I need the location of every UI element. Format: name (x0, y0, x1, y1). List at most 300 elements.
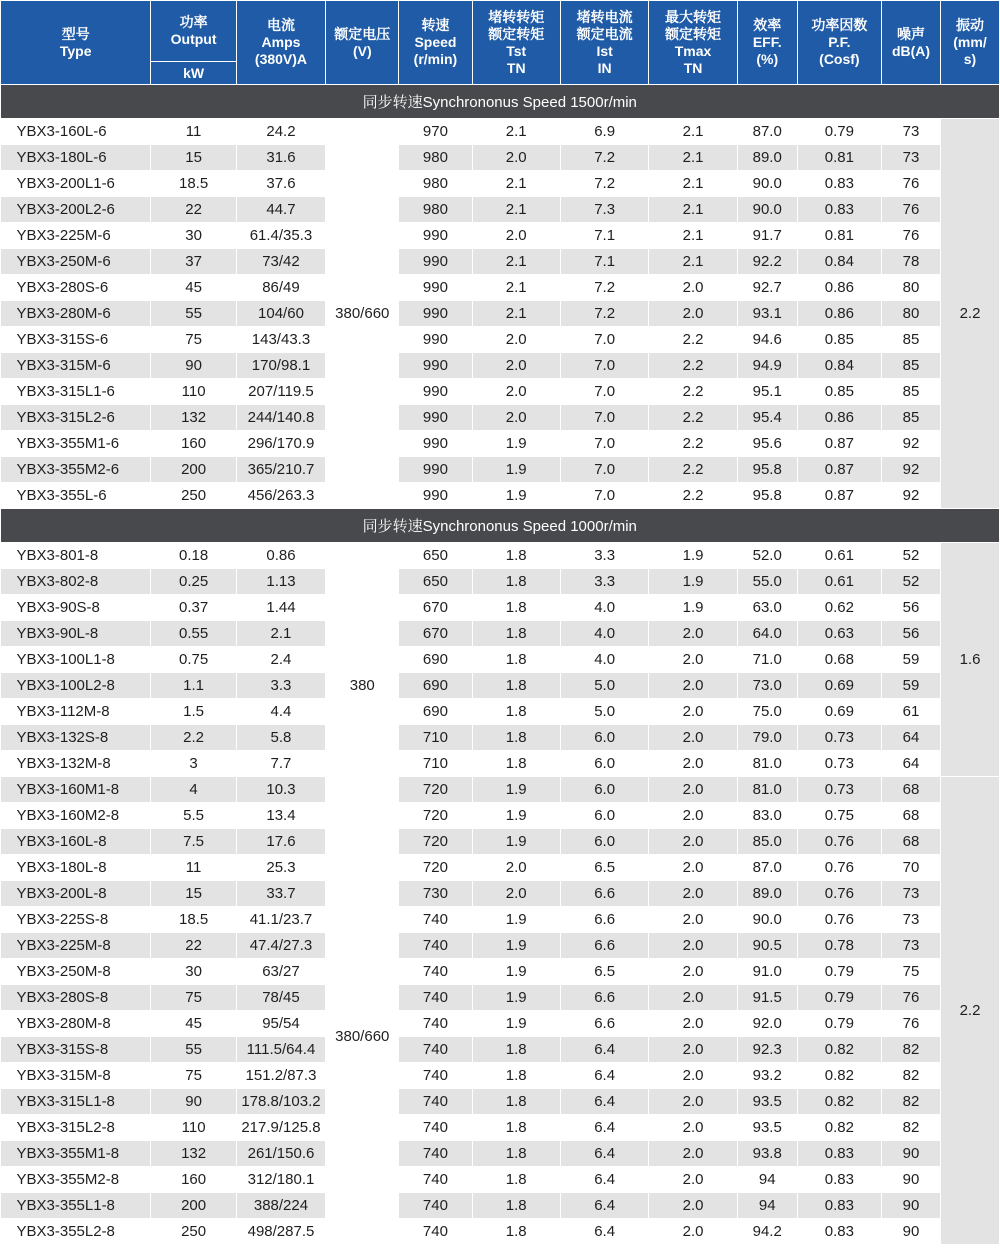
cell-eff: 73.0 (737, 673, 797, 699)
cell-tst: 2.1 (472, 119, 560, 145)
cell-eff: 95.4 (737, 405, 797, 431)
cell-ist: 6.4 (560, 1063, 648, 1089)
cell-vibration: 2.2 (940, 777, 999, 1245)
cell-ist: 7.0 (560, 327, 648, 353)
table-row (1, 1193, 1000, 1219)
cell-eff: 90.0 (737, 197, 797, 223)
cell-output: 160 (151, 1167, 236, 1193)
table-row (1, 1115, 1000, 1141)
cell-tst: 2.1 (472, 197, 560, 223)
cell-amps: 143/43.3 (236, 327, 325, 353)
table-row (1, 673, 1000, 699)
section-header-row (1, 85, 1000, 119)
cell-speed: 740 (399, 933, 472, 959)
cell-tst: 1.8 (472, 621, 560, 647)
cell-eff: 93.5 (737, 1115, 797, 1141)
cell-speed: 670 (399, 621, 472, 647)
table-row (1, 543, 1000, 569)
cell-noise: 80 (882, 301, 941, 327)
cell-tst: 2.1 (472, 275, 560, 301)
cell-pf: 0.81 (797, 145, 881, 171)
cell-tst: 1.8 (472, 647, 560, 673)
cell-noise: 64 (882, 751, 941, 777)
cell-ist: 6.6 (560, 1011, 648, 1037)
cell-type: YBX3-280M-8 (1, 1011, 151, 1037)
cell-tst: 1.8 (472, 1063, 560, 1089)
cell-tst: 1.9 (472, 907, 560, 933)
cell-noise: 52 (882, 543, 941, 569)
cell-tst: 2.1 (472, 249, 560, 275)
cell-type: YBX3-315M-8 (1, 1063, 151, 1089)
cell-noise: 76 (882, 171, 941, 197)
cell-tst: 1.8 (472, 725, 560, 751)
cell-type: YBX3-315L1-8 (1, 1089, 151, 1115)
table-body (1, 85, 1000, 1245)
cell-tmax: 2.0 (649, 881, 737, 907)
cell-eff: 81.0 (737, 751, 797, 777)
cell-tmax: 2.1 (649, 249, 737, 275)
cell-pf: 0.73 (797, 725, 881, 751)
cell-noise: 90 (882, 1167, 941, 1193)
cell-amps: 63/27 (236, 959, 325, 985)
cell-tst: 1.8 (472, 1089, 560, 1115)
cell-amps: 2.1 (236, 621, 325, 647)
cell-type: YBX3-802-8 (1, 569, 151, 595)
table-row (1, 1089, 1000, 1115)
cell-speed: 710 (399, 725, 472, 751)
cell-amps: 25.3 (236, 855, 325, 881)
cell-eff: 89.0 (737, 881, 797, 907)
cell-tst: 2.0 (472, 881, 560, 907)
cell-speed: 670 (399, 595, 472, 621)
cell-vibration: 1.6 (940, 543, 999, 777)
cell-type: YBX3-160L-8 (1, 829, 151, 855)
cell-amps: 0.86 (236, 543, 325, 569)
cell-pf: 0.61 (797, 543, 881, 569)
cell-pf: 0.61 (797, 569, 881, 595)
cell-eff: 94.9 (737, 353, 797, 379)
cell-pf: 0.84 (797, 249, 881, 275)
cell-tmax: 2.0 (649, 699, 737, 725)
cell-pf: 0.81 (797, 223, 881, 249)
cell-eff: 94.6 (737, 327, 797, 353)
header-type: 型号 Type (1, 1, 151, 85)
header-tmax: 最大转矩 额定转矩 Tmax TN (649, 1, 737, 85)
table-row (1, 1219, 1000, 1245)
cell-amps: 261/150.6 (236, 1141, 325, 1167)
cell-tst: 1.8 (472, 1219, 560, 1245)
cell-type: YBX3-225M-6 (1, 223, 151, 249)
cell-tmax: 2.2 (649, 431, 737, 457)
cell-tmax: 2.0 (649, 803, 737, 829)
cell-tmax: 2.0 (649, 1063, 737, 1089)
table-row (1, 1063, 1000, 1089)
cell-eff: 75.0 (737, 699, 797, 725)
cell-type: YBX3-200L1-6 (1, 171, 151, 197)
cell-type: YBX3-355M2-8 (1, 1167, 151, 1193)
cell-tmax: 2.0 (649, 1141, 737, 1167)
cell-pf: 0.87 (797, 457, 881, 483)
cell-tmax: 2.0 (649, 301, 737, 327)
cell-ist: 6.4 (560, 1037, 648, 1063)
table-row (1, 725, 1000, 751)
table-row (1, 699, 1000, 725)
table-row (1, 223, 1000, 249)
cell-eff: 63.0 (737, 595, 797, 621)
cell-noise: 92 (882, 431, 941, 457)
cell-tst: 2.1 (472, 171, 560, 197)
cell-noise: 56 (882, 621, 941, 647)
cell-noise: 73 (882, 907, 941, 933)
table-row (1, 803, 1000, 829)
header-pf: 功率因数 P.F. (Cosf) (797, 1, 881, 85)
header-voltage: 额定电压 (V) (326, 1, 399, 85)
cell-tst: 1.9 (472, 829, 560, 855)
cell-type: YBX3-112M-8 (1, 699, 151, 725)
cell-speed: 740 (399, 959, 472, 985)
cell-speed: 720 (399, 803, 472, 829)
cell-eff: 95.8 (737, 457, 797, 483)
cell-tmax: 2.0 (649, 959, 737, 985)
cell-tmax: 2.0 (649, 907, 737, 933)
cell-eff: 90.0 (737, 907, 797, 933)
table-row (1, 621, 1000, 647)
cell-tmax: 2.0 (649, 1011, 737, 1037)
cell-noise: 85 (882, 379, 941, 405)
cell-output: 30 (151, 223, 236, 249)
cell-tst: 1.8 (472, 673, 560, 699)
cell-speed: 990 (399, 457, 472, 483)
cell-output: 18.5 (151, 907, 236, 933)
cell-type: YBX3-225M-8 (1, 933, 151, 959)
cell-tmax: 1.9 (649, 595, 737, 621)
cell-noise: 59 (882, 673, 941, 699)
cell-tst: 2.0 (472, 327, 560, 353)
cell-ist: 4.0 (560, 621, 648, 647)
cell-output: 1.1 (151, 673, 236, 699)
cell-speed: 740 (399, 1115, 472, 1141)
cell-pf: 0.85 (797, 379, 881, 405)
cell-amps: 61.4/35.3 (236, 223, 325, 249)
cell-ist: 7.0 (560, 431, 648, 457)
cell-amps: 78/45 (236, 985, 325, 1011)
cell-output: 90 (151, 353, 236, 379)
cell-type: YBX3-355L1-8 (1, 1193, 151, 1219)
cell-output: 0.18 (151, 543, 236, 569)
cell-speed: 740 (399, 1193, 472, 1219)
cell-noise: 59 (882, 647, 941, 673)
cell-speed: 740 (399, 1037, 472, 1063)
cell-output: 0.25 (151, 569, 236, 595)
cell-type: YBX3-132S-8 (1, 725, 151, 751)
cell-tmax: 2.0 (649, 1037, 737, 1063)
table-row (1, 595, 1000, 621)
cell-type: YBX3-280S-8 (1, 985, 151, 1011)
cell-ist: 4.0 (560, 647, 648, 673)
cell-eff: 92.2 (737, 249, 797, 275)
cell-type: YBX3-250M-8 (1, 959, 151, 985)
cell-speed: 990 (399, 431, 472, 457)
cell-noise: 90 (882, 1219, 941, 1245)
cell-amps: 10.3 (236, 777, 325, 803)
cell-eff: 95.8 (737, 483, 797, 509)
cell-pf: 0.79 (797, 119, 881, 145)
cell-speed: 650 (399, 543, 472, 569)
cell-tmax: 2.0 (649, 725, 737, 751)
table-row (1, 829, 1000, 855)
cell-ist: 7.1 (560, 223, 648, 249)
cell-tmax: 2.0 (649, 829, 737, 855)
cell-ist: 7.0 (560, 457, 648, 483)
cell-noise: 82 (882, 1037, 941, 1063)
cell-pf: 0.86 (797, 301, 881, 327)
cell-type: YBX3-160L-6 (1, 119, 151, 145)
cell-amps: 388/224 (236, 1193, 325, 1219)
cell-type: YBX3-315S-6 (1, 327, 151, 353)
cell-amps: 104/60 (236, 301, 325, 327)
cell-output: 22 (151, 933, 236, 959)
table-row (1, 353, 1000, 379)
header-tst: 堵转转矩 额定转矩 Tst TN (472, 1, 560, 85)
cell-tmax: 2.0 (649, 1219, 737, 1245)
cell-type: YBX3-355M1-6 (1, 431, 151, 457)
cell-ist: 7.0 (560, 483, 648, 509)
cell-amps: 47.4/27.3 (236, 933, 325, 959)
cell-tmax: 2.1 (649, 223, 737, 249)
table-row (1, 777, 1000, 803)
cell-tmax: 2.2 (649, 379, 737, 405)
cell-output: 55 (151, 1037, 236, 1063)
cell-amps: 31.6 (236, 145, 325, 171)
cell-eff: 85.0 (737, 829, 797, 855)
cell-type: YBX3-160M1-8 (1, 777, 151, 803)
cell-eff: 90.5 (737, 933, 797, 959)
cell-noise: 75 (882, 959, 941, 985)
cell-output: 55 (151, 301, 236, 327)
cell-speed: 990 (399, 353, 472, 379)
cell-tmax: 2.0 (649, 985, 737, 1011)
cell-pf: 0.69 (797, 673, 881, 699)
cell-noise: 90 (882, 1141, 941, 1167)
cell-pf: 0.87 (797, 431, 881, 457)
cell-tst: 1.9 (472, 777, 560, 803)
cell-output: 5.5 (151, 803, 236, 829)
cell-output: 30 (151, 959, 236, 985)
cell-output: 250 (151, 1219, 236, 1245)
cell-tst: 2.0 (472, 855, 560, 881)
cell-speed: 710 (399, 751, 472, 777)
cell-output: 75 (151, 985, 236, 1011)
table-row (1, 907, 1000, 933)
cell-pf: 0.84 (797, 353, 881, 379)
cell-tst: 1.8 (472, 1167, 560, 1193)
table-row (1, 301, 1000, 327)
cell-amps: 33.7 (236, 881, 325, 907)
table-row (1, 275, 1000, 301)
cell-eff: 92.7 (737, 275, 797, 301)
cell-eff: 92.3 (737, 1037, 797, 1063)
cell-pf: 0.76 (797, 907, 881, 933)
cell-amps: 312/180.1 (236, 1167, 325, 1193)
cell-amps: 365/210.7 (236, 457, 325, 483)
cell-type: YBX3-801-8 (1, 543, 151, 569)
cell-tmax: 2.1 (649, 145, 737, 171)
cell-voltage: 380/660 (326, 119, 399, 509)
cell-eff: 94.2 (737, 1219, 797, 1245)
cell-tst: 2.0 (472, 379, 560, 405)
cell-pf: 0.76 (797, 829, 881, 855)
cell-pf: 0.82 (797, 1089, 881, 1115)
table-row (1, 171, 1000, 197)
cell-noise: 52 (882, 569, 941, 595)
cell-speed: 690 (399, 673, 472, 699)
cell-amps: 1.13 (236, 569, 325, 595)
cell-tmax: 2.0 (649, 1193, 737, 1219)
table-row (1, 1037, 1000, 1063)
table-row (1, 483, 1000, 509)
cell-tmax: 2.2 (649, 327, 737, 353)
cell-output: 2.2 (151, 725, 236, 751)
cell-pf: 0.82 (797, 1037, 881, 1063)
cell-ist: 7.3 (560, 197, 648, 223)
cell-ist: 6.0 (560, 777, 648, 803)
cell-eff: 91.0 (737, 959, 797, 985)
cell-type: YBX3-315L1-6 (1, 379, 151, 405)
cell-output: 132 (151, 405, 236, 431)
cell-output: 0.75 (151, 647, 236, 673)
cell-pf: 0.63 (797, 621, 881, 647)
cell-ist: 6.4 (560, 1089, 648, 1115)
cell-noise: 76 (882, 1011, 941, 1037)
cell-ist: 6.0 (560, 751, 648, 777)
cell-output: 0.37 (151, 595, 236, 621)
cell-tst: 2.1 (472, 301, 560, 327)
cell-pf: 0.76 (797, 855, 881, 881)
cell-tmax: 2.1 (649, 197, 737, 223)
cell-speed: 990 (399, 379, 472, 405)
table-row (1, 119, 1000, 145)
cell-ist: 6.0 (560, 725, 648, 751)
cell-eff: 87.0 (737, 855, 797, 881)
cell-pf: 0.83 (797, 197, 881, 223)
header-amps: 电流 Amps (380V)A (236, 1, 325, 85)
cell-speed: 990 (399, 483, 472, 509)
cell-tmax: 2.1 (649, 171, 737, 197)
cell-eff: 95.6 (737, 431, 797, 457)
cell-noise: 92 (882, 457, 941, 483)
cell-ist: 7.0 (560, 379, 648, 405)
cell-noise: 73 (882, 881, 941, 907)
cell-type: YBX3-315L2-6 (1, 405, 151, 431)
header-noise: 噪声 dB(A) (882, 1, 941, 85)
cell-noise: 90 (882, 1193, 941, 1219)
cell-output: 4 (151, 777, 236, 803)
cell-ist: 6.9 (560, 119, 648, 145)
cell-eff: 91.5 (737, 985, 797, 1011)
cell-speed: 740 (399, 1141, 472, 1167)
cell-eff: 93.2 (737, 1063, 797, 1089)
cell-output: 160 (151, 431, 236, 457)
cell-pf: 0.83 (797, 1167, 881, 1193)
cell-noise: 78 (882, 249, 941, 275)
cell-pf: 0.75 (797, 803, 881, 829)
cell-ist: 6.5 (560, 959, 648, 985)
table-row (1, 457, 1000, 483)
table-row (1, 933, 1000, 959)
cell-output: 15 (151, 145, 236, 171)
cell-output: 22 (151, 197, 236, 223)
cell-tmax: 2.0 (649, 751, 737, 777)
cell-amps: 244/140.8 (236, 405, 325, 431)
cell-ist: 6.6 (560, 907, 648, 933)
cell-type: YBX3-225S-8 (1, 907, 151, 933)
cell-ist: 6.4 (560, 1141, 648, 1167)
cell-speed: 690 (399, 647, 472, 673)
cell-tmax: 2.0 (649, 777, 737, 803)
cell-tmax: 2.0 (649, 1167, 737, 1193)
cell-pf: 0.76 (797, 881, 881, 907)
cell-speed: 980 (399, 171, 472, 197)
section-header-row (1, 509, 1000, 543)
cell-tst: 1.9 (472, 457, 560, 483)
cell-ist: 6.6 (560, 881, 648, 907)
cell-ist: 6.6 (560, 933, 648, 959)
table-row (1, 197, 1000, 223)
cell-amps: 498/287.5 (236, 1219, 325, 1245)
cell-ist: 7.0 (560, 353, 648, 379)
table-row (1, 985, 1000, 1011)
cell-speed: 740 (399, 1063, 472, 1089)
cell-type: YBX3-132M-8 (1, 751, 151, 777)
cell-eff: 92.0 (737, 1011, 797, 1037)
table-row (1, 145, 1000, 171)
cell-speed: 740 (399, 985, 472, 1011)
cell-ist: 7.2 (560, 275, 648, 301)
cell-noise: 92 (882, 483, 941, 509)
cell-pf: 0.79 (797, 1011, 881, 1037)
header-speed: 转速 Speed (r/min) (399, 1, 472, 85)
table-row (1, 881, 1000, 907)
table-row (1, 1011, 1000, 1037)
cell-output: 75 (151, 327, 236, 353)
cell-amps: 296/170.9 (236, 431, 325, 457)
cell-amps: 178.8/103.2 (236, 1089, 325, 1115)
cell-type: YBX3-90L-8 (1, 621, 151, 647)
cell-pf: 0.82 (797, 1063, 881, 1089)
cell-tst: 1.8 (472, 569, 560, 595)
cell-amps: 1.44 (236, 595, 325, 621)
cell-type: YBX3-100L2-8 (1, 673, 151, 699)
cell-noise: 80 (882, 275, 941, 301)
cell-noise: 73 (882, 933, 941, 959)
cell-output: 45 (151, 275, 236, 301)
cell-tmax: 1.9 (649, 543, 737, 569)
cell-type: YBX3-100L1-8 (1, 647, 151, 673)
table-row (1, 1167, 1000, 1193)
cell-pf: 0.83 (797, 171, 881, 197)
cell-tst: 1.9 (472, 431, 560, 457)
cell-amps: 151.2/87.3 (236, 1063, 325, 1089)
cell-output: 110 (151, 379, 236, 405)
cell-tmax: 2.1 (649, 119, 737, 145)
cell-eff: 91.7 (737, 223, 797, 249)
cell-eff: 93.8 (737, 1141, 797, 1167)
cell-tst: 2.0 (472, 223, 560, 249)
cell-output: 7.5 (151, 829, 236, 855)
cell-ist: 7.2 (560, 171, 648, 197)
section-title: 同步转速Synchrononus Speed 1000r/min (1, 509, 1000, 543)
cell-tmax: 2.2 (649, 457, 737, 483)
